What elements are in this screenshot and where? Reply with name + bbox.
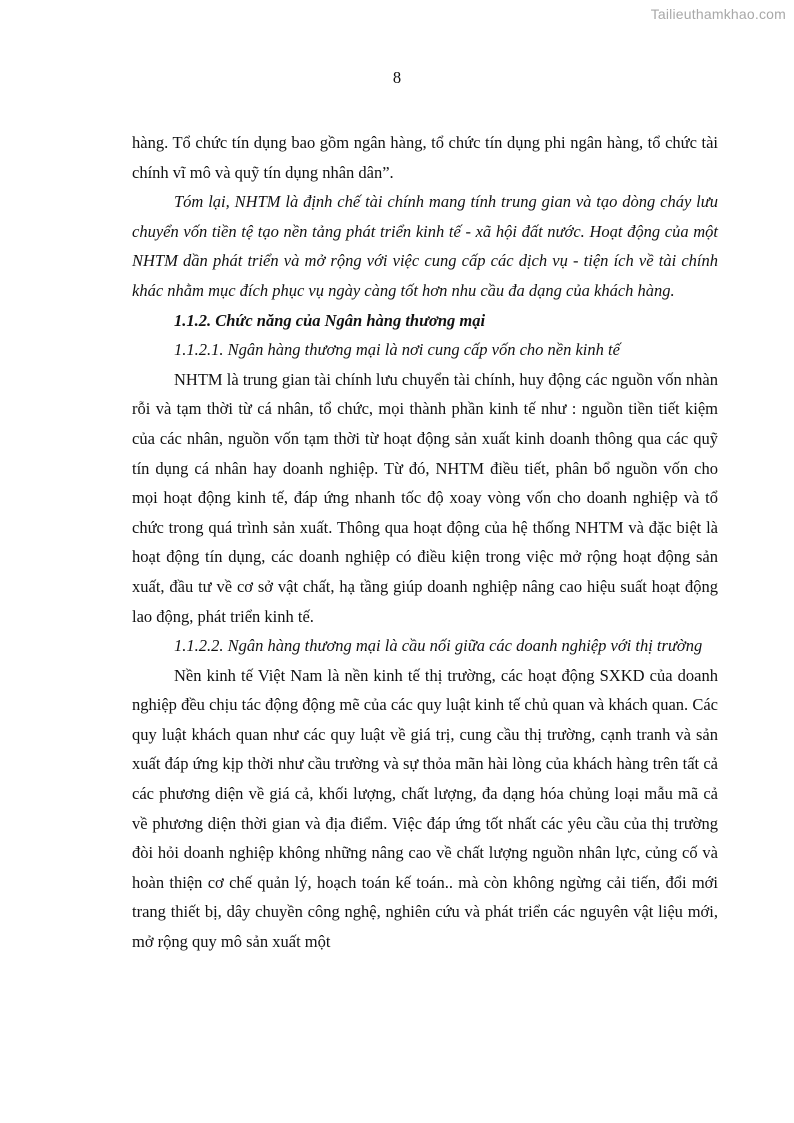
paragraph-capital-supply: NHTM là trung gian tài chính lưu chuyển tài chính, huy động các nguồn vốn nhàn rỗi và tạm thời từ cá nhân, tổ chức, mọi thành phần kinh tế như : nguồn tiền tiết kiệm của các nhân, nguồn vốn tạm thời từ hoạt động sản xuất kinh doanh thông qua các quỹ tín dụng cá nhân hay doanh nghiệp. Từ đó, NHTM điều tiết, phân bổ nguồn vốn cho mọi hoạt động kinh tế, đáp ứng nhanh tốc độ xoay vòng vốn cho doanh nghiệp và tổ chức trong quá trình sản xuất. Thông qua hoạt động của hệ thống NHTM và đặc biệt là hoạt động tín dụng, các doanh nghiệp có điều kiện trong việc mở rộng hoạt động sản xuất, đầu tư về cơ sở vật chất, hạ tầng giúp doanh nghiệp nâng cao hiệu suất hoạt động lao động, phát triển kinh tế. — [132, 369, 718, 626]
subsection-heading-2: 1.1.2.2. Ngân hàng thương mại là cầu nối giữa các doanh nghiệp với thị trường — [174, 636, 703, 656]
watermark-text: Tailieuthamkhao.com — [650, 6, 786, 22]
paragraph-continuation: hàng. Tổ chức tín dụng bao gồm ngân hàng, tổ chức tín dụng phi ngân hàng, tổ chức tài chính vĩ mô và quỹ tín dụng nhân dân”. — [132, 133, 718, 182]
subsection-heading-1: 1.1.2.1. Ngân hàng thương mại là nơi cung cấp vốn cho nền kinh tế — [174, 340, 620, 360]
page-number: 8 — [392, 68, 402, 87]
document-body — [132, 128, 718, 957]
section-heading: 1.1.2. Chức năng của Ngân hàng thương mại — [174, 310, 486, 330]
paragraph-summary: Tóm lại, NHTM là định chế tài chính mang tính trung gian và tạo dòng cháy lưu chuyển vốn tiền tệ tạo nền tảng phát triển kinh tế - xã hội đất nước. Hoạt động của một NHTM dần phát triển và mở rộng với việc cung cấp các dịch vụ - tiện ích về tài chính khác nhằm mục đích phục vụ ngày càng tốt hơn nhu cầu đa dạng của khách hàng. — [132, 192, 718, 300]
paragraph-market-bridge: Nền kinh tế Việt Nam là nền kinh tế thị trường, các hoạt động SXKD của doanh nghiệp đều chịu tác động động mẽ của các quy luật kinh tế chủ quan và khách quan. Các quy luật khách quan như các quy luật về giá trị, cung cầu thị trường, cạnh tranh và sản xuất đáp ứng kịp thời như cầu trường và sự thỏa mãn hài lòng của khách hàng trên tất cả các phương diện về giá cả, khối lượng, chất lượng, đa dạng hóa chủng loại mẫu mã cả về phương diện thời gian và địa điểm. Việc đáp ứng tốt nhất các yêu cầu của thị trường đòi hỏi doanh nghiệp không những nâng cao về chất lượng nguồn nhân lực, củng cố và hoàn thiện cơ chế quản lý, hoạch toán kế toán.. mà còn không ngừng cải tiến, đổi mới trang thiết bị, dây chuyền công nghệ, nghiên cứu và phát triển các nguyên vật liệu mới, mở rộng quy mô sản xuất một — [132, 665, 718, 952]
